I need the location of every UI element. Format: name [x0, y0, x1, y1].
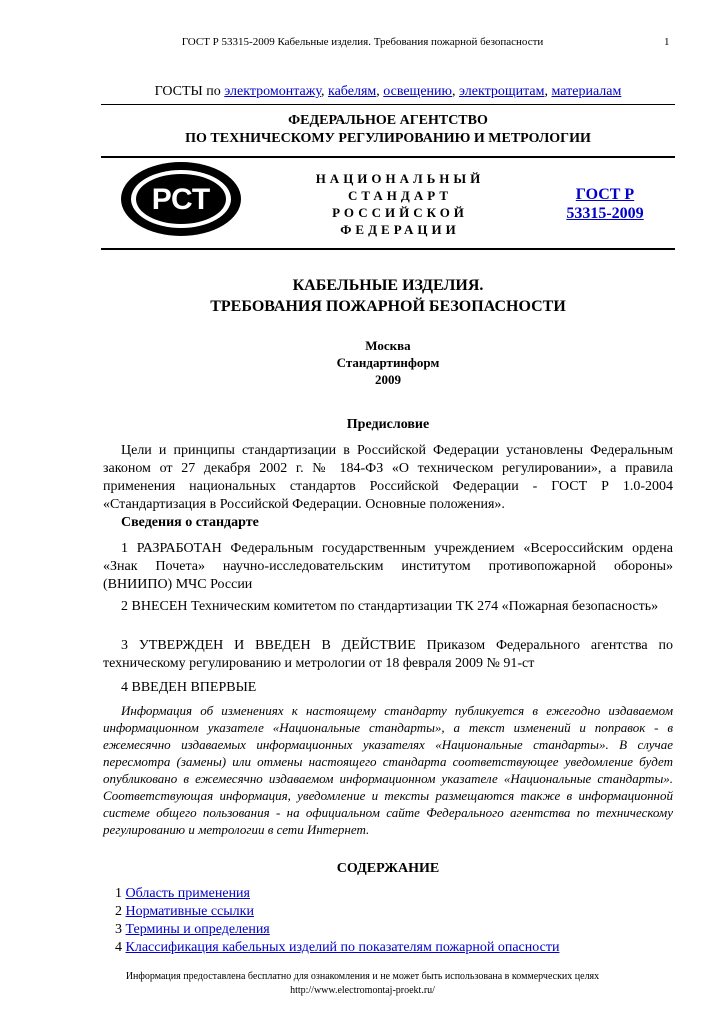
toc-num: 3 [115, 922, 122, 937]
pub-year: 2009 [375, 372, 401, 387]
footer-disclaimer: Информация предоставлена бесплатно для ознакомления и не может быть использована в коммерческих целях [125, 971, 600, 982]
publication-info [101, 337, 675, 388]
footer [0, 970, 725, 998]
item-2-key: 2 ВНЕСЕН [121, 599, 188, 614]
item-3 [103, 637, 673, 673]
link-kabelyam[interactable]: кабелям [328, 84, 377, 99]
running-header: ГОСТ Р 53315-2009 Кабельные изделия. Требования пожарной безопасности [181, 36, 544, 48]
pub-publisher: Стандартинформ [336, 355, 440, 370]
page-number: 1 [664, 36, 670, 48]
national-line-3: РОССИЙСКОЙ [332, 205, 468, 220]
gost-number-line-2: 53315-2009 [566, 205, 644, 222]
gosty-bar: ГОСТЫ по электромонтажу, кабелям, освещению, электрощитам, материалам [101, 84, 675, 105]
logo-text: РСТ [151, 183, 211, 216]
national-line-1: НАЦИОНАЛЬНЫЙ [315, 171, 485, 186]
item-3-key: 3 УТВЕРЖДЕН И ВВЕДЕН В ДЕЙСТВИЕ [121, 638, 416, 653]
gost-number-link[interactable] [545, 185, 665, 223]
link-electromontazh[interactable]: электромонтажу [224, 84, 321, 99]
link-materialam[interactable]: материалам [551, 84, 622, 99]
item-1 [103, 540, 673, 594]
link-elektroschitam[interactable]: электрощитам [459, 84, 545, 99]
toc-link-terms[interactable]: Термины и определения [125, 922, 270, 937]
item-2-text: Техническим комитетом по стандартизации ТК 274 «Пожарная безопасность» [187, 599, 659, 614]
footer-url[interactable]: http://www.electromontaj-proekt.ru/ [290, 985, 435, 996]
item-3-text: Приказом Федерального агентства по техническому регулированию и метрологии от 18 февраля 2009 № 91-ст [103, 638, 673, 671]
national-line-2: СТАНДАРТ [347, 188, 452, 203]
gost-number-line-1: ГОСТ Р [575, 186, 635, 203]
agency-line-1: ФЕДЕРАЛЬНОЕ АГЕНТСТВО [288, 113, 488, 128]
toc-item [115, 903, 559, 921]
toc-item [115, 939, 559, 957]
item-1-key: 1 РАЗРАБОТАН [121, 541, 222, 556]
foreword-heading: Предисловие [346, 417, 430, 432]
link-osvescheniyu[interactable]: освещению [383, 84, 452, 99]
item-2 [103, 598, 673, 616]
contents-list [115, 885, 559, 957]
title-line-1: КАБЕЛЬНЫЕ ИЗДЕЛИЯ. [292, 277, 484, 294]
national-line-4: ФЕДЕРАЦИИ [340, 222, 460, 237]
gosty-prefix: ГОСТЫ по [154, 84, 221, 99]
foreword-intro: Цели и принципы стандартизации в Российской Федерации установлены Федеральным законом от 27 декабря 2002 г. № 184-ФЗ «О техническом регулировании», а правила применения национальных стандартов Российской Федерации - ГОСТ Р 1.0-2004 «Стандартизация в Российской Федерации. Основные положения». [103, 443, 673, 512]
item-1-text: Федеральным государственным учреждением «Всероссийским ордена «Знак Почета» научно-исследовательским институтом противопожарной обороны» (ВНИИПО) МЧС России [103, 541, 673, 592]
pub-city: Москва [365, 338, 411, 353]
change-notice: Информация об изменениях к настоящему стандарту публикуется в ежегодно издаваемом информационном указателе «Национальные стандарты», а текст изменений и поправок - в ежемесячно издаваемых информационных указателях «Национальные стандарты». В случае пересмотра (замены) или отмены настоящего стандарта соответствующее уведомление будет опубликовано в ежемесячно издаваемом информационном указателе «Национальные стандарты». Соответствующая информация, уведомление и тексты размещаются также в информационной системе общего пользования - на официальном сайте Федерального агентства по техническому регулированию и метрологии в сети Интернет. [103, 703, 673, 837]
toc-num: 1 [115, 886, 122, 901]
document-title [101, 275, 675, 317]
title-line-2: ТРЕБОВАНИЯ ПОЖАРНОЙ БЕЗОПАСНОСТИ [210, 298, 566, 315]
rst-logo-icon [120, 161, 242, 237]
toc-link-classification[interactable]: Классификация кабельных изделий по показателям пожарной опасности [125, 940, 560, 955]
agency-heading [101, 112, 675, 158]
contents-heading: СОДЕРЖАНИЕ [336, 861, 440, 876]
toc-item [115, 921, 559, 939]
national-standard-label [300, 170, 500, 238]
item-4: 4 ВВЕДЕН ВПЕРВЫЕ [121, 680, 257, 695]
toc-num: 2 [115, 904, 122, 919]
toc-item [115, 885, 559, 903]
info-heading: Сведения о стандарте [121, 515, 259, 530]
agency-line-2: ПО ТЕХНИЧЕСКОМУ РЕГУЛИРОВАНИЮ И МЕТРОЛОГИИ [185, 131, 591, 146]
toc-link-scope[interactable]: Область применения [125, 886, 250, 901]
toc-num: 4 [115, 940, 122, 955]
toc-link-references[interactable]: Нормативные ссылки [125, 904, 254, 919]
divider [101, 248, 675, 250]
